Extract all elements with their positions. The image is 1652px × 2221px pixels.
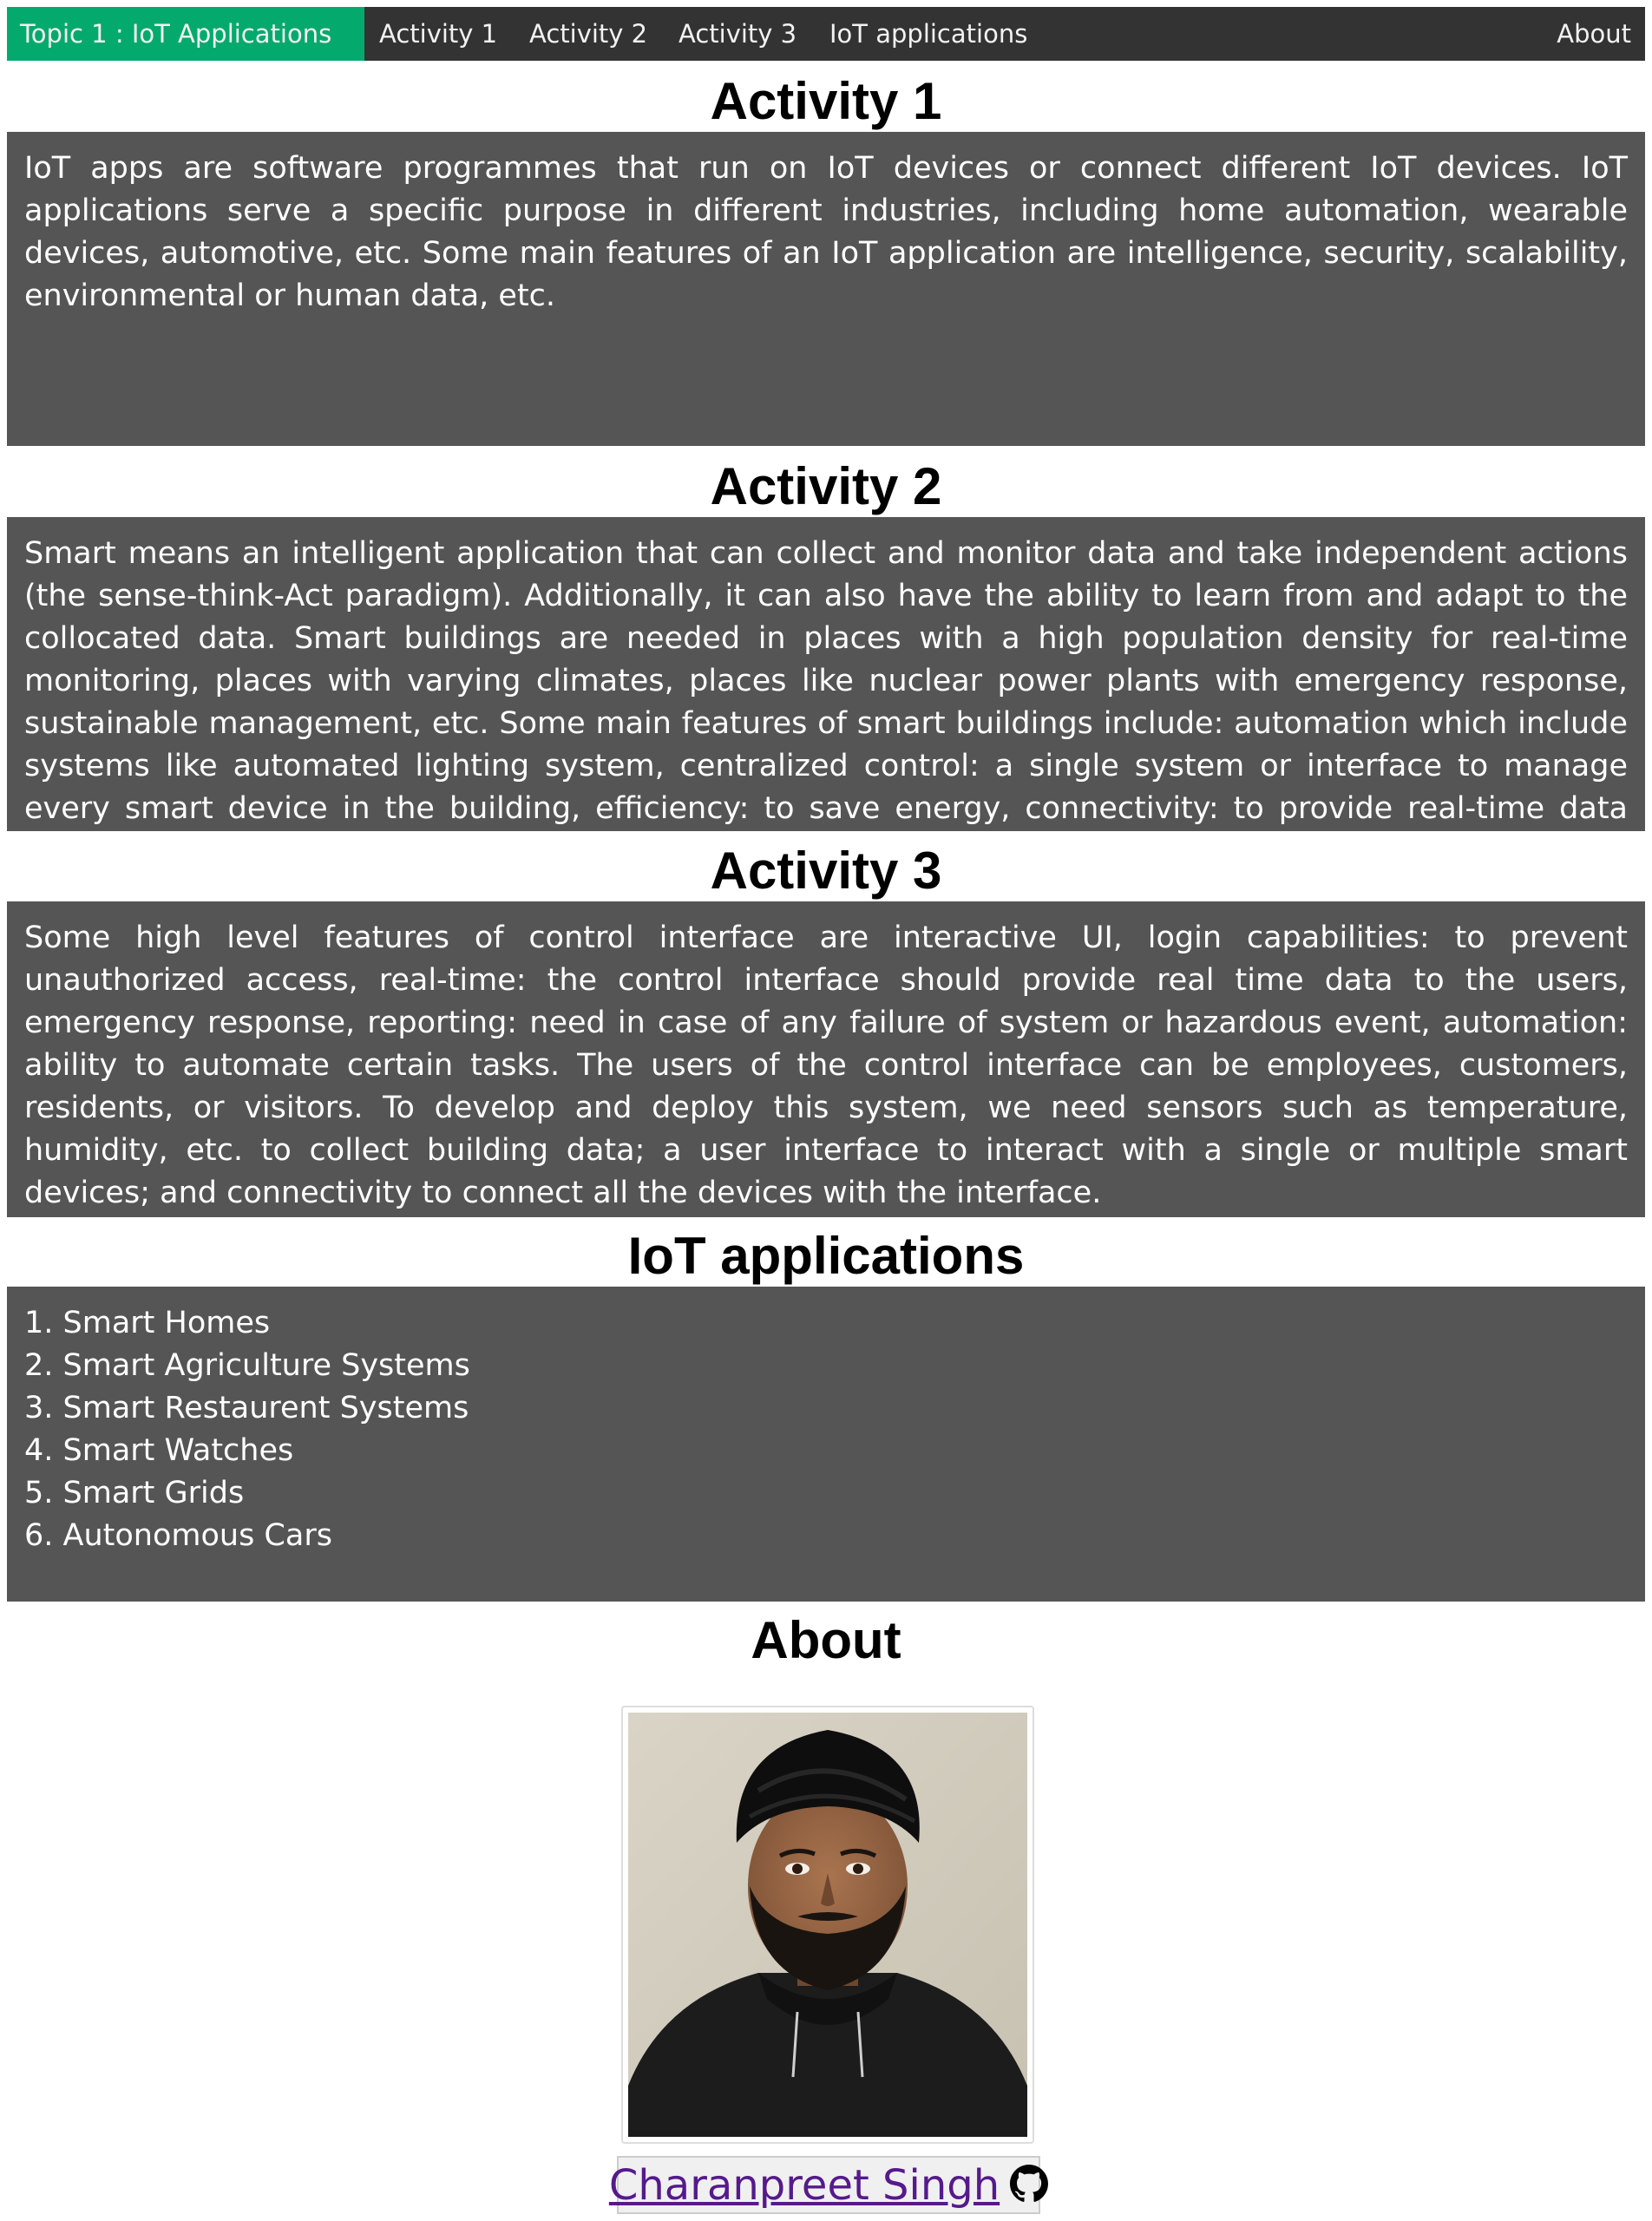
profile-photo: [628, 1713, 1027, 2137]
activity-1-heading: Activity 1: [710, 72, 942, 130]
profile-photo-frame: [621, 1706, 1034, 2144]
nav-link-iot-applications[interactable]: IoT applications: [829, 19, 1028, 49]
list-item: 1. Smart Homes: [24, 1306, 271, 1340]
nav-link-activity-2[interactable]: Activity 2: [529, 19, 648, 49]
activity-2-content-box[interactable]: [7, 517, 1645, 868]
nav-brand-topic-link[interactable]: Topic 1 : IoT Applications: [7, 7, 364, 61]
activity-3-content-box: [7, 901, 1645, 1217]
nav-link-activity-3[interactable]: Activity 3: [678, 19, 797, 49]
author-name-box: [608, 2156, 1040, 2214]
activity-1-content-box: [7, 132, 1645, 446]
iot-applications-list: [24, 1302, 1628, 1557]
top-navigation-bar: [7, 7, 1645, 61]
list-item: 4. Smart Watches: [24, 1433, 294, 1468]
author-name-link[interactable]: Charanpreet Singh: [608, 2160, 1000, 2210]
list-item: 2. Smart Agriculture Systems: [24, 1348, 470, 1383]
list-item: 5. Smart Grids: [24, 1476, 245, 1510]
about-heading: About: [751, 1611, 901, 1669]
list-item: 6. Autonomous Cars: [24, 1518, 332, 1553]
list-item: 3. Smart Restaurent Systems: [24, 1391, 469, 1425]
github-icon[interactable]: [1010, 2165, 1048, 2206]
activity-3-heading: Activity 3: [710, 842, 942, 900]
iot-applications-list-box: [7, 1287, 1645, 1602]
activity-2-text: Smart means an intelligent application that can collect and monitor data and take independent actions (the sense-think-Act paradigm). Additionally, it can also have the ability to learn from and adapt to the collocated data. Smart buildings are needed in places with a high population density for real-time monitoring, places with varying climates, places like nuclear power plants with emergency response, sustainable management, etc. Some main features of smart buildings include: automation which include systems like automated lighting system, centralized control: a single system or interface to manage every smart device in the building, efficiency: to save energy, connectivity: to provide real-time data collection and processing, security: biometric: [24, 536, 1628, 868]
activity-1-text: IoT apps are software programmes that run on IoT devices or connect different IoT devices. IoT applications serve a specific purpose in different industries, including home automation, wearable devices, automotive, etc. Some main features of an IoT application are intelligence, security, scalability, environmental or human data, etc.: [24, 151, 1628, 313]
nav-link-activity-1[interactable]: Activity 1: [379, 19, 498, 49]
iot-applications-heading: IoT applications: [627, 1227, 1025, 1285]
activity-3-text: Some high level features of control interface are interactive UI, login capabilities: to prevent unauthorized access, real-time: the control interface should provide real time data to the users, emergency response, reporting: need in case of any failure of system or hazardous event, automation: ability to automate certain tasks. The users of the control interface can be employees, customers, residents, or visitors. To develop and deploy this system, we need sensors such as temperature, humidity, etc. to collect building data; a user interface to interact with a single or multiple smart devices; and connectivity to connect all the devices with the interface.: [24, 921, 1628, 1210]
activity-2-heading: Activity 2: [710, 457, 942, 515]
nav-link-about[interactable]: About: [1557, 19, 1631, 49]
